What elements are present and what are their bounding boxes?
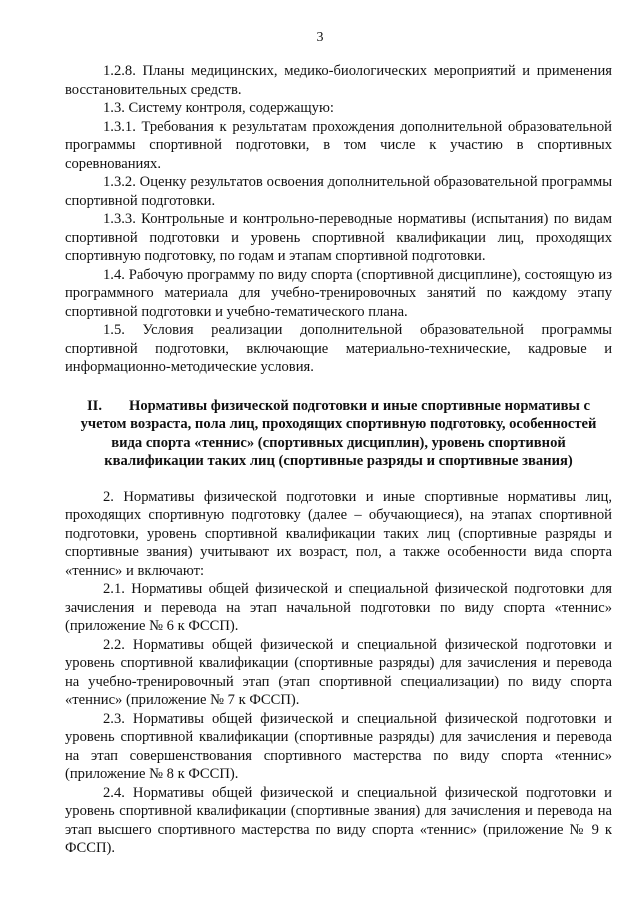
paragraph-2-2: 2.2. Нормативы общей физической и специальной физической подготовки и уровень спортивной квалификации (спортивные разряды) для зачисления и перевода на учебно-тренировочный этап (этап спортивной специализации) по виду спорта «теннис» (приложение № 7 к ФССП). xyxy=(65,636,612,708)
paragraph-1-2-8: 1.2.8. Планы медицинских, медико-биологических мероприятий и применения восстановительных средств. xyxy=(65,63,612,98)
section-heading xyxy=(65,397,612,471)
page-number: 3 xyxy=(316,30,324,45)
paragraph-1-4: 1.4. Рабочую программу по виду спорта (спортивной дисциплине), состоящую из программного материала для учебно-тренировочных занятий по каждому этапу спортивной подготовки и учебно-тематического плана. xyxy=(65,266,612,320)
paragraph-1-3-1: 1.3.1. Требования к результатам прохождения дополнительной образовательной программы спортивной подготовки, в том числе к участию в спортивных соревнованиях. xyxy=(65,118,612,172)
paragraph-1-3: 1.3. Систему контроля, содержащую: xyxy=(103,100,334,116)
section-title: Нормативы физической подготовки и иные спортивные нормативы с учетом возраста, пола лиц, проходящих спортивную подготовку, особенностей вида спорта «теннис» (спортивных дисциплин), уровень спортивной квалификации таких лиц (спортивные разряды и спортивные звания) xyxy=(80,397,597,469)
paragraph-1-3-3: 1.3.3. Контрольные и контрольно-переводные нормативы (испытания) по видам спортивной подготовки и уровень спортивной квалификации лиц, проходящих спортивную подготовку, по годам и этапам спортивной подготовки. xyxy=(65,211,612,264)
paragraph-2-1: 2.1. Нормативы общей физической и специальной физической подготовки для зачисления и перевода на этап начальной подготовки по виду спорта «теннис» (приложение № 6 к ФССП). xyxy=(65,581,612,634)
paragraph-2-4: 2.4. Нормативы общей физической и специальной физической подготовки и уровень спортивной квалификации (спортивные звания) для зачисления и перевода на этап высшего спортивного мастерства по виду спорта «теннис» (приложение № 9 к ФССП). xyxy=(65,784,612,856)
paragraph-1-3-2: 1.3.2. Оценку результатов освоения дополнительной образовательной программы спортивной подготовки. xyxy=(65,174,612,209)
section-number: II. xyxy=(86,397,102,414)
paragraph-2: 2. Нормативы физической подготовки и иные спортивные нормативы лиц, проходящих спортивную подготовку (далее – обучающиеся), на этапах спортивной подготовки, уровень спортивной квалификации таких лиц (спортивные разряды и спортивные звания) учитывают их возраст, пол, а также особенности вида спорта «теннис» и включают: xyxy=(65,488,612,579)
document-body xyxy=(65,62,612,858)
paragraph-2-3: 2.3. Нормативы общей физической и специальной физической подготовки и уровень спортивной квалификации (спортивные разряды) для зачисления и перевода на этап совершенствования спортивного мастерства по виду спорта «теннис» (приложение № 8 к ФССП). xyxy=(65,710,612,782)
paragraph-1-5: 1.5. Условия реализации дополнительной образовательной программы спортивной подготовки, включающие материально-технические, кадровые и информационно-методические условия. xyxy=(65,322,612,375)
